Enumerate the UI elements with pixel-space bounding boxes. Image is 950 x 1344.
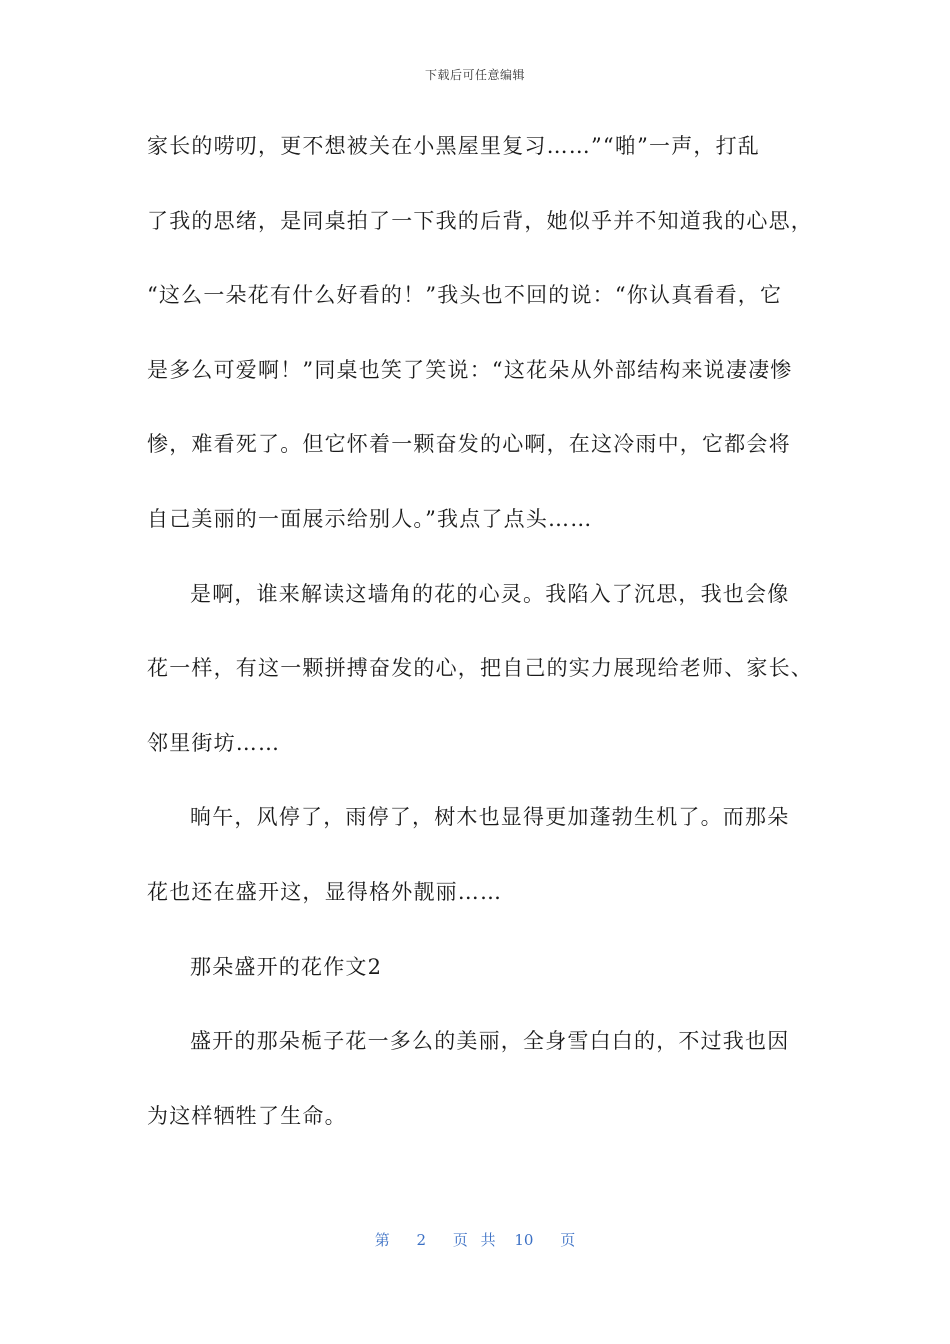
footer-prefix: 第	[374, 1231, 390, 1249]
page-header: 下载后可任意编辑	[424, 68, 525, 82]
footer-suffix: 页	[560, 1231, 576, 1249]
text-line: 花一样，有这一颗拼搏奋发的心，把自己的实力展现给老师、家长、	[147, 656, 813, 681]
text-line: 邻里街坊……	[147, 730, 281, 755]
text-line: 了我的思绪，是同桌拍了一下我的后背，她似乎并不知道我的心思，	[147, 208, 813, 233]
text-line: 惨，难看死了。但它怀着一颗奋发的心啊，在这冷雨中，它都会将	[147, 432, 791, 457]
document-body	[147, 126, 817, 1170]
text-line: 是多么可爱啊！”同桌也笑了笑说：“这花朵从外部结构来说凄凄惨	[147, 357, 793, 382]
paragraph-start-line: 是啊，谁来解读这墙角的花的心灵。我陷入了沉思，我也会像	[190, 581, 790, 606]
footer-total-pages: 10	[514, 1231, 534, 1249]
footer-middle: 页 共	[452, 1231, 496, 1249]
text-line: 自己美丽的一面展示给别人。”我点了点头……	[147, 506, 593, 531]
page-footer	[0, 1229, 950, 1250]
paragraph-start-line: 盛开的那朵栀子花一多么的美丽，全身雪白白的，不过我也因	[190, 1029, 790, 1054]
text-line: “这么一朵花有什么好看的！”我头也不回的说：“你认真看看，它	[147, 283, 783, 308]
footer-page-number: 2	[416, 1231, 427, 1249]
paragraph-start-line: 晌午，风停了，雨停了，树木也显得更加蓬勃生机了。而那朵	[190, 805, 790, 830]
text-line: 为这样牺牲了生命。	[147, 1103, 347, 1128]
text-line: 家长的唠叨，更不想被关在小黑屋里复习……”“啪”一声，打乱	[147, 134, 761, 158]
text-line: 花也还在盛开这，显得格外靓丽……	[147, 879, 503, 904]
section-heading: 那朵盛开的花作文2	[190, 954, 383, 979]
